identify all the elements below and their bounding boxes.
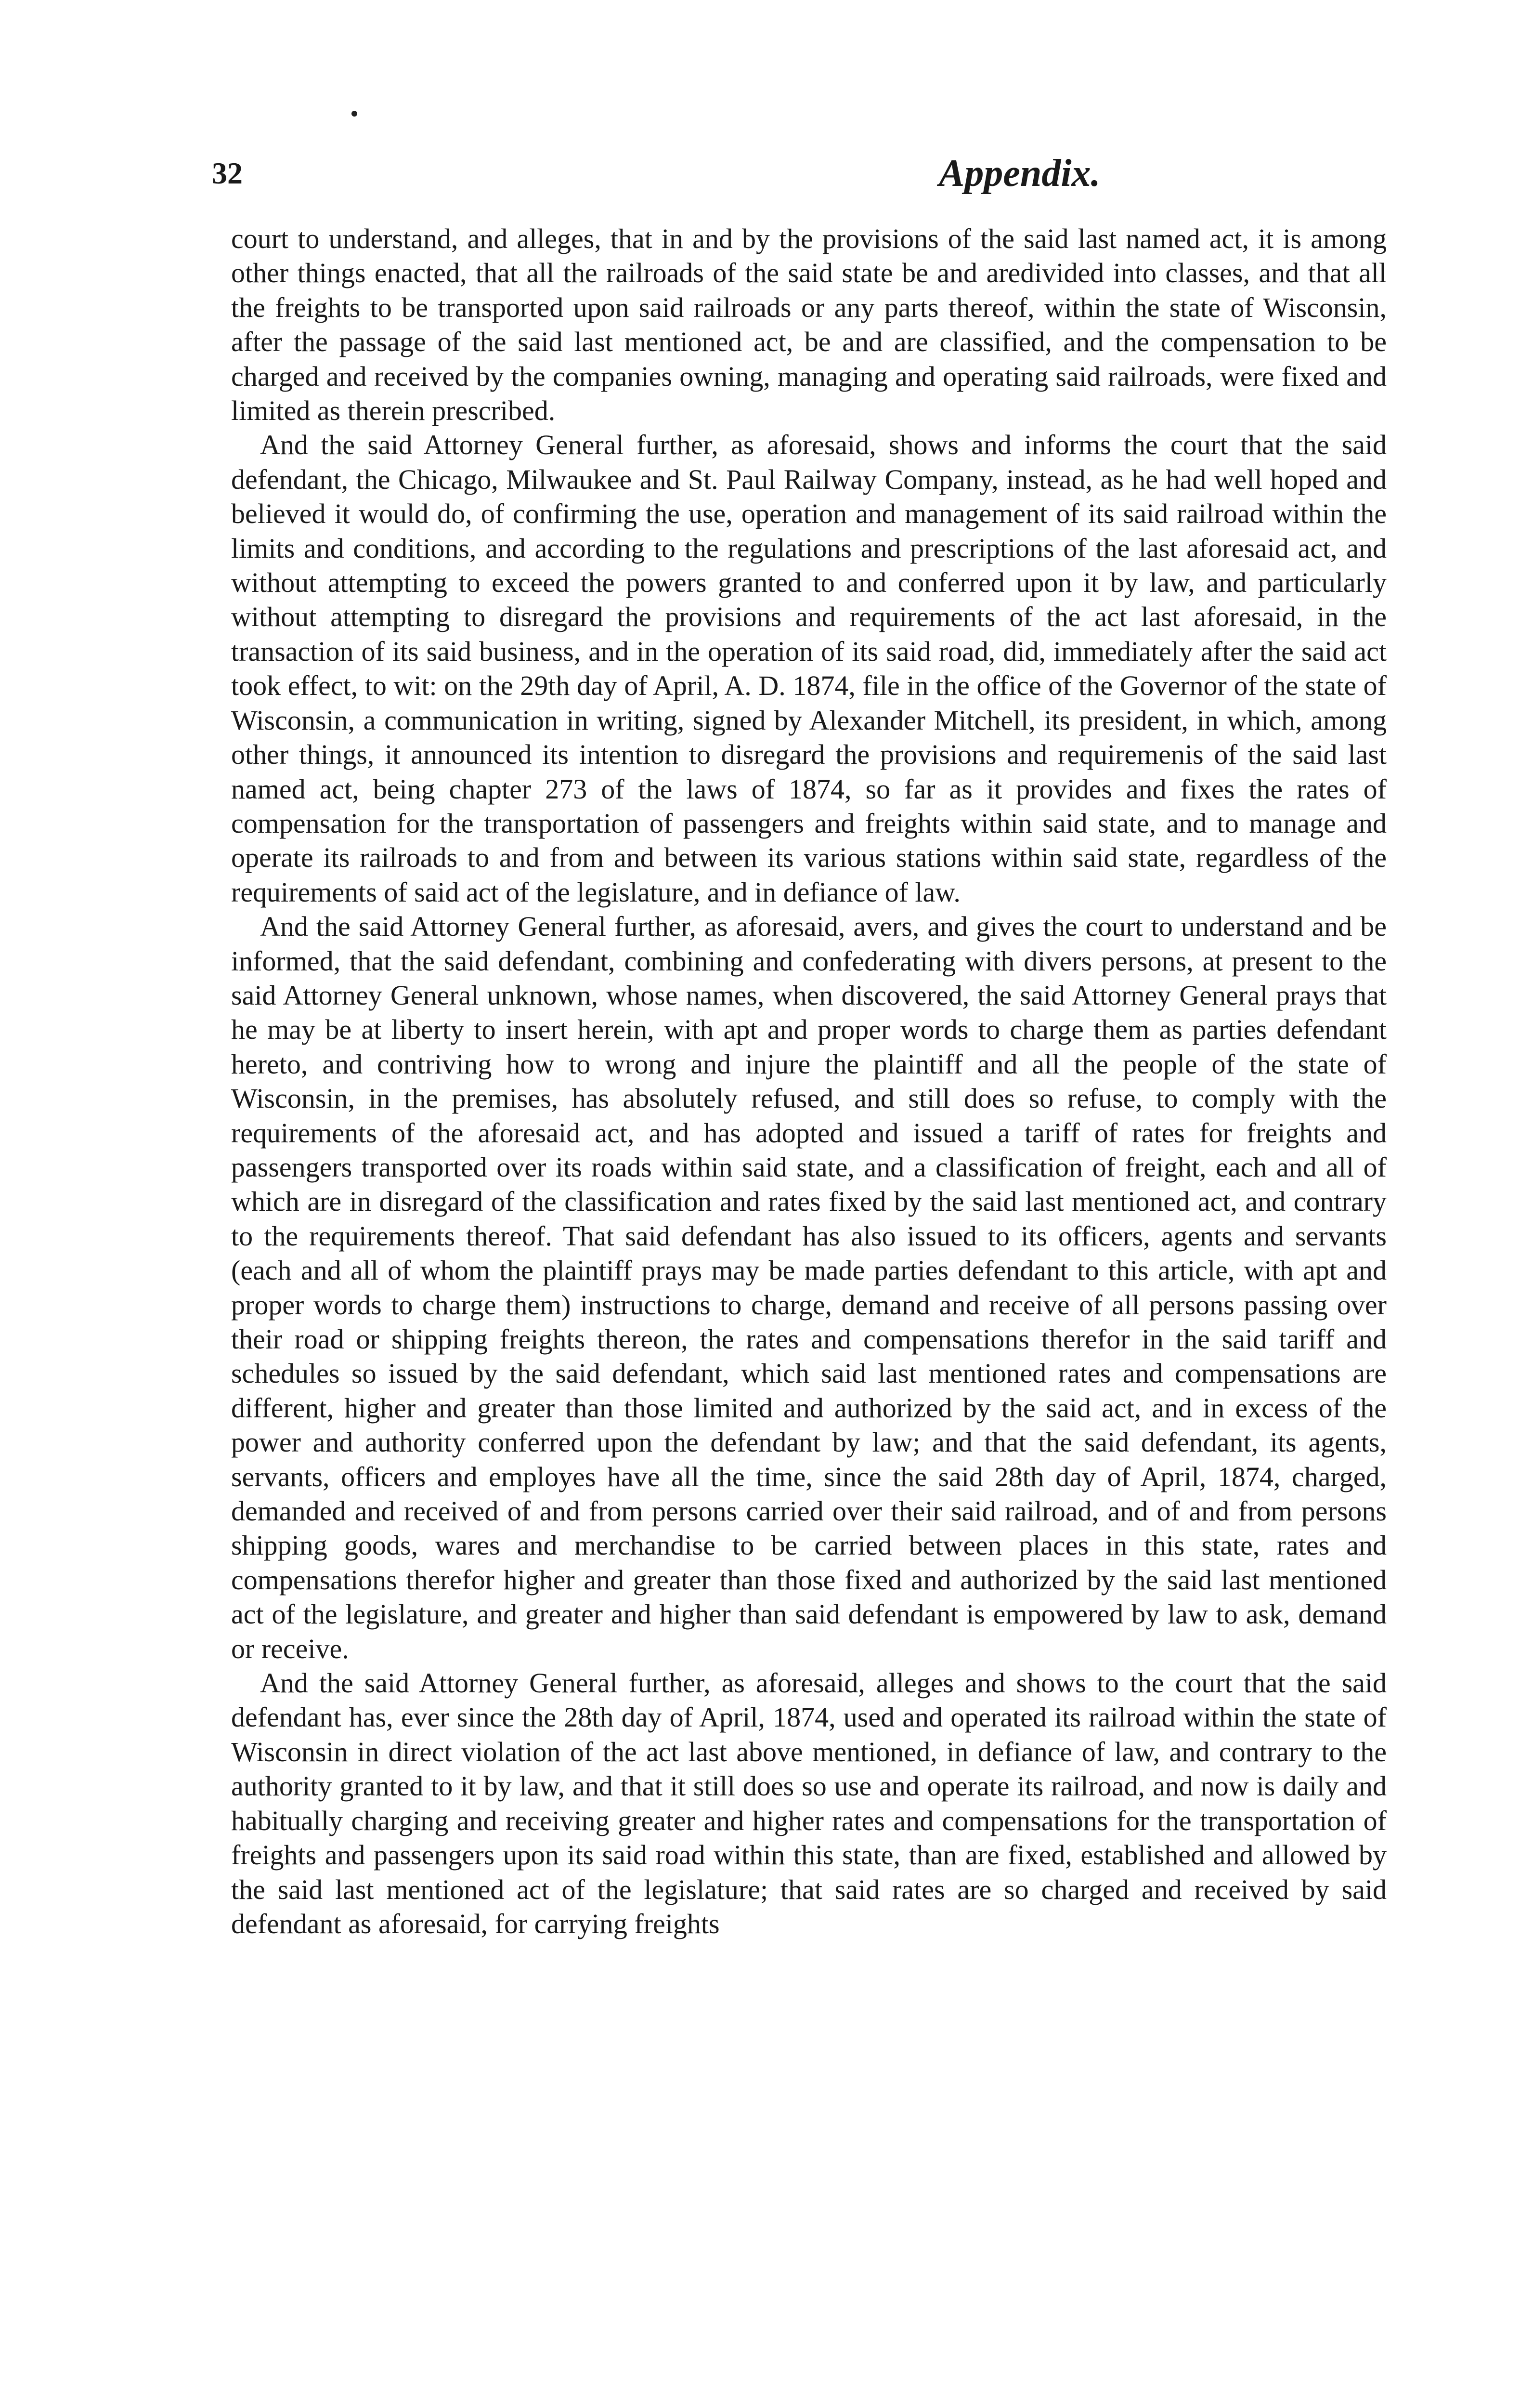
- paragraph-1: court to understand, and alleges, that in and by the provisions of the said last named act, it is among other things enacted, that all the railroads of the said state be and aredivided into classes, and that all the freights to be transported upon said railroads or any parts thereof, within the state of Wisconsin, after the passage of the said last mentioned act, be and are classified, and the compensation to be charged and received by the companies owning, managing and operating said railroads, were fixed and limited as therein prescribed.: [231, 223, 1387, 427]
- body-text: [231, 222, 1387, 1941]
- paragraph-2: And the said Attorney General further, as aforesaid, shows and informs the court that the said defendant, the Chicago, Milwaukee and St. Paul Railway Company, instead, as he had well hoped and believed it would do, of confirming the use, operation and management of its said railroad within the limits and conditions, and according to the regulations and prescriptions of the last aforesaid act, and without attempting to exceed the powers granted to and conferred upon it by law, and particularly without attempting to disregard the provisions and requirements of the act last aforesaid, in the transaction of its said business, and in the operation of its said road, did, immediately after the said act took effect, to wit: on the 29th day of April, A. D. 1874, file in the office of the Governor of the state of Wisconsin, a communication in writing, signed by Alexander Mitchell, its president, in which, among other things, it announced its intention to disregard the provisions and requiremenis of the said last named act, being chapter 273 of the laws of 1874, so far as it provides and fixes the rates of compensation for the transportation of passengers and freights within said state, and to manage and operate its railroads to and from and between its various stations within said state, regardless of the requirements of said act of the legislature, and in defiance of law.: [231, 429, 1387, 908]
- running-head: [212, 144, 1416, 202]
- paragraph-4: And the said Attorney General further, as aforesaid, alleges and shows to the court that the said defendant has, ever since the 28th day of April, 1874, used and operated its railroad within the state of Wisconsin in direct violation of the act last above mentioned, in defiance of law, and contrary to the authority granted to it by law, and that it still does so use and operate its railroad, and now is daily and habitually charging and receiving greater and higher rates and compensations for the transportation of freights and passengers upon its said road within this state, than are fixed, established and allowed by the said last mentioned act of the legislature; that said rates are so charged and received by said defendant as aforesaid, for carrying freights: [231, 1667, 1387, 1939]
- section-title: Appendix.: [939, 152, 1101, 195]
- page-number: 32: [212, 156, 243, 190]
- print-speck: [351, 111, 357, 117]
- paragraph-3: And the said Attorney General further, as aforesaid, avers, and gives the court to understand and be informed, that the said defendant, combining and confederating with divers persons, at present to the said Attorney General unknown, whose names, when discovered, the said Attorney General prays that he may be at liberty to insert herein, with apt and proper words to charge them as parties defendant hereto, and contriving how to wrong and injure the plaintiff and all the people of the state of Wisconsin, in the premises, has absolutely refused, and still does so refuse, to comply with the requirements of the aforesaid act, and has adopted and issued a tariff of rates for freights and passengers transported over its roads within said state, and a classification of freight, each and all of which are in disregard of the classification and rates fixed by the said last mentioned act, and contrary to the requirements thereof. That said defendant has also issued to its officers, agents and servants (each and all of whom the plaintiff prays may be made parties defendant to this article, with apt and proper words to charge them) instructions to charge, demand and receive of all persons passing over their road or shipping freights thereon, the rates and compensations therefor in the said tariff and schedules so issued by the said defendant, which said last mentioned rates and compensations are different, higher and greater than those limited and authorized by the said act, and in excess of the power and authority conferred upon the defendant by law; and that the said defendant, its agents, servants, officers and employes have all the time, since the said 28th day of April, 1874, charged, demanded and received of and from persons carried over their said railroad, and of and from persons shipping goods, wares and merchandise to be carried between places in this state, rates and compensations therefor higher and greater than those fixed and authorized by the said last mentioned act of the legislature, and greater and higher than said defendant is empowered by law to ask, demand or receive.: [231, 911, 1387, 1664]
